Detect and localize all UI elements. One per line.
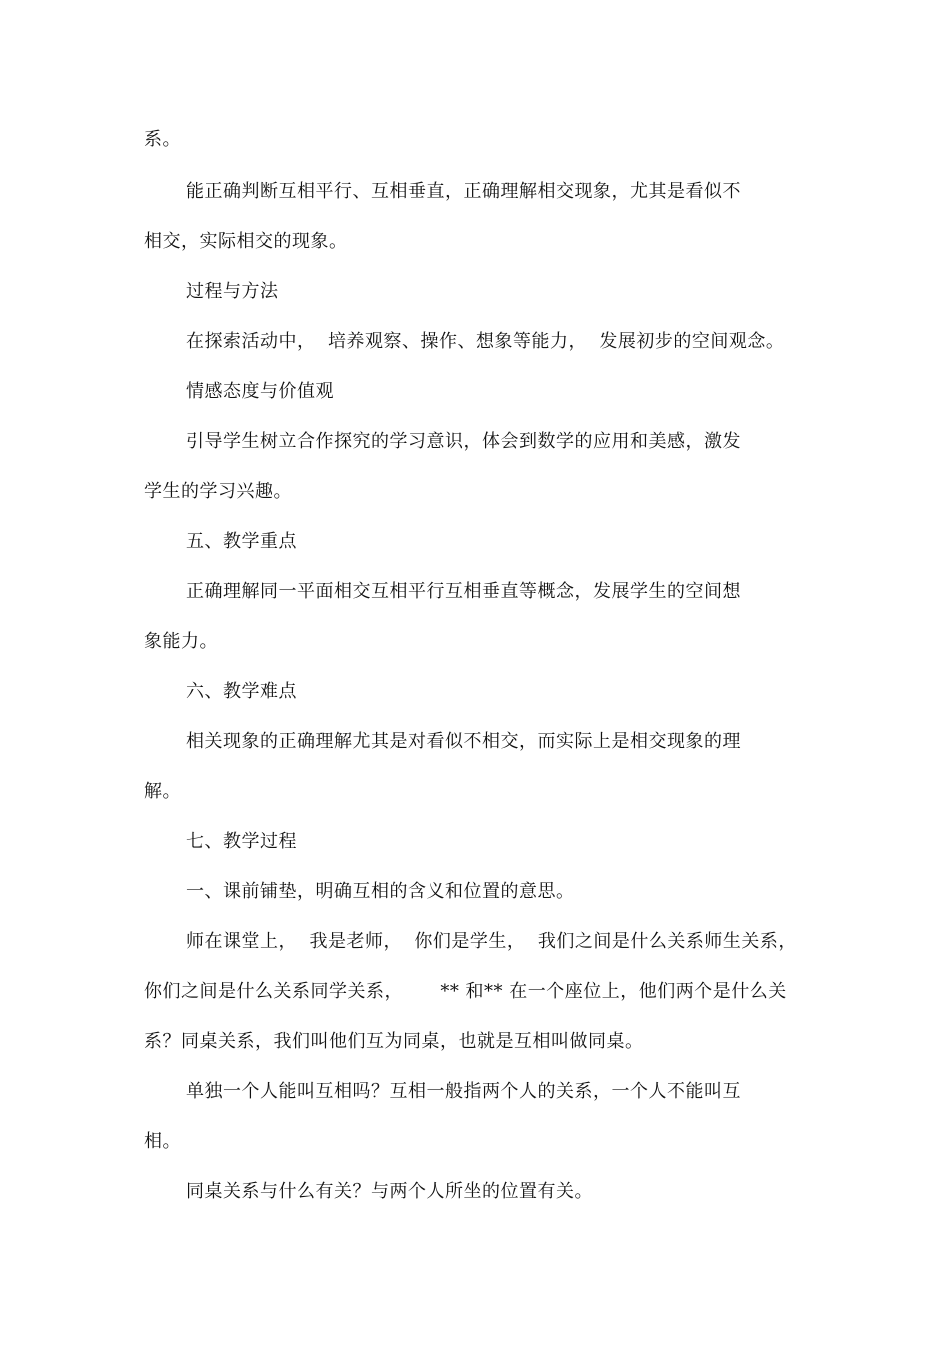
section-heading: 情感态度与价值观 — [186, 381, 334, 402]
text-line: 解。 — [144, 781, 181, 802]
text-line: 相交，实际相交的现象。 — [144, 231, 348, 252]
paragraph-line: 单独一个人能叫互相吗？互相一般指两个人的关系，一个人不能叫互 — [186, 1081, 741, 1102]
paragraph-line: 相关现象的正确理解尤其是对看似不相交，而实际上是相交现象的理 — [186, 731, 741, 752]
paragraph-line: 正确理解同一平面相交互相平行互相垂直等概念，发展学生的空间想 — [186, 581, 741, 602]
section-heading: 过程与方法 — [186, 281, 279, 302]
paragraph-line: 能正确判断互相平行、互相垂直，正确理解相交现象，尤其是看似不 — [186, 181, 741, 202]
text-line: 相。 — [144, 1131, 181, 1152]
section-heading: 一、课前铺垫，明确互相的含义和位置的意思。 — [186, 881, 575, 902]
text-line: 学生的学习兴趣。 — [144, 481, 292, 502]
section-heading: 六、教学难点 — [186, 681, 297, 702]
text-line: 系。 — [144, 129, 181, 150]
section-heading: 五、教学重点 — [186, 531, 297, 552]
paragraph-line: 师在课堂上， 我是老师， 你们是学生， 我们之间是什么关系师生关系， — [186, 931, 797, 952]
text-line: 象能力。 — [144, 631, 218, 652]
paragraph-line: 引导学生树立合作探究的学习意识，体会到数学的应用和美感，激发 — [186, 431, 741, 452]
text-line: 系？同桌关系，我们叫他们互为同桌，也就是互相叫做同桌。 — [144, 1031, 644, 1052]
section-heading: 七、教学过程 — [186, 831, 297, 852]
paragraph-line: 在探索活动中， 培养观察、操作、想象等能力， 发展初步的空间观念。 — [186, 331, 785, 352]
paragraph-line: 同桌关系与什么有关？与两个人所坐的位置有关。 — [186, 1181, 593, 1202]
text-line: 你们之间是什么关系同学关系， ** 和** 在一个座位上，他们两个是什么关 — [144, 981, 787, 1002]
